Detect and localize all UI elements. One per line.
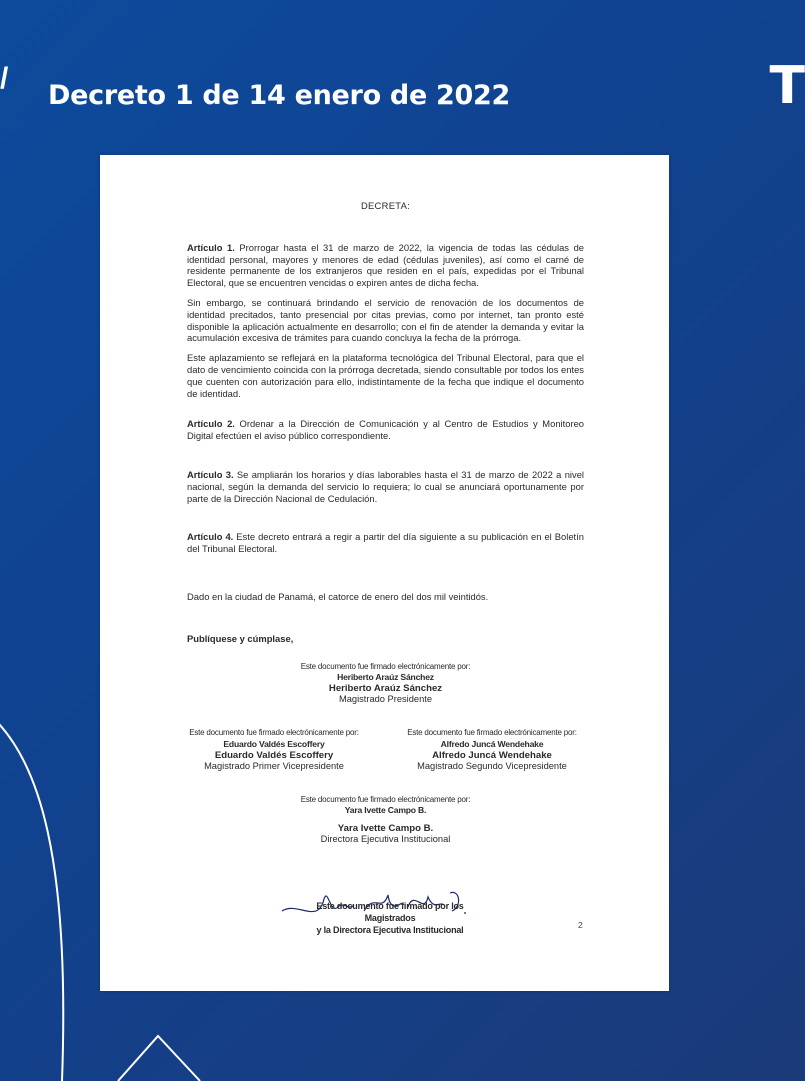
logo-fragment-left: /	[0, 62, 9, 95]
signature-role: Directora Ejecutiva Institucional	[320, 833, 451, 844]
signature-name: Eduardo Valdés Escoffery	[214, 749, 334, 761]
article-4-label: Artículo 4.	[187, 531, 234, 543]
article-4-text: Este decreto entrará a regir a partir del día siguiente a su publicación en el Boletín del Tribunal Electoral.	[187, 531, 584, 555]
signature-vp2	[397, 727, 587, 772]
signature-note: Este documento fue firmado electrónicamente por:	[189, 728, 359, 738]
article-3	[187, 469, 584, 504]
article-1-label: Artículo 1.	[187, 241, 235, 253]
paragraph-sin-embargo: Sin embargo, se continuará brindando el servicio de renovación de los documentos de identidad precitados, tanto presencial por citas previas, como por internet, tan pronto esté disponible la aplicación actualmente en desarrollo; con el fin de atender la demanda y evitar la acumulación excesiva de trámites para cuando concluya la fecha de la prórroga.	[187, 296, 584, 344]
logo-fragment-right: T	[769, 56, 805, 116]
signature-signed-name: Eduardo Valdés Escoffery	[223, 738, 325, 749]
article-3-label: Artículo 3.	[187, 468, 234, 480]
signature-name: Heriberto Araúz Sánchez	[328, 682, 443, 694]
signature-name: Yara Ivette Campo B.	[337, 822, 434, 834]
page-number: 2	[578, 920, 583, 930]
article-2-label: Artículo 2.	[187, 418, 235, 430]
article-2	[187, 418, 584, 442]
signature-role: Magistrado Presidente	[338, 694, 433, 705]
signature-name: Alfredo Juncá Wendehake	[432, 749, 552, 761]
signature-stamp	[290, 900, 490, 936]
signature-signed-name: Yara Ivette Campo B.	[344, 805, 427, 816]
signature-director	[187, 794, 584, 845]
stamp-line-2: y la Directora Ejecutiva Institucional	[316, 925, 464, 935]
paragraph-aplazamiento: Este aplazamiento se reflejará en la plataforma tecnológica del Tribunal Electoral, para que el dato de vencimiento coincida con la prórroga decretada, siendo consultable por todos los entes que cuenten con autorización para ello, indistintamente de la fecha que indique el documento de identidad.	[187, 352, 584, 399]
signature-role: Magistrado Segundo Vicepresidente	[417, 760, 567, 771]
closing-line: Publíquese y cúmplase,	[187, 632, 294, 644]
article-3-text: Se ampliarán los horarios y días laborables hasta el 31 de marzo de 2022 a nivel nacional, según la demanda del servicio lo requiera; lo cual se anunciará oportunamente por parte de la Dirección Nacional de Cedulación.	[187, 468, 584, 504]
signature-signed-name: Heriberto Araúz Sánchez	[337, 671, 434, 682]
signature-note: Este documento fue firmado electrónicamente por:	[300, 795, 471, 805]
signature-note: Este documento fue firmado electrónicamente por:	[300, 661, 471, 671]
article-4	[187, 531, 584, 555]
signature-row-vicepresidents	[179, 727, 587, 772]
article-1-text: Prorrogar hasta el 31 de marzo de 2022, la vigencia de todas las cédulas de identidad personal, mayores y menores de edad (cédulas juveniles), así como el carné de residente permanente de los extranjeros que residen en el país, expedidas por el Tribunal Electoral, que se encuentren vencidas o expiren antes de dicha fecha.	[187, 241, 585, 289]
signature-note: Este documento fue firmado electrónicamente por:	[407, 728, 577, 738]
signature-role: Magistrado Primer Vicepresidente	[204, 760, 344, 771]
signature-signed-name: Alfredo Juncá Wendehake	[440, 738, 544, 749]
decree-heading: DECRETA:	[360, 200, 411, 211]
article-2-text: Ordenar a la Dirección de Comunicación y al Centro de Estudios y Monitoreo Digital efectúen el aviso público correspondiente.	[187, 418, 584, 442]
article-1	[187, 242, 584, 289]
stamp-line-1: Este documento fue firmado por los Magistrados	[316, 901, 464, 923]
signature-vp1	[179, 727, 369, 772]
page-title: Decreto 1 de 14 enero de 2022	[48, 80, 511, 111]
document-body	[187, 200, 584, 845]
signature-president	[187, 661, 584, 706]
dado-en-line: Dado en la ciudad de Panamá, el catorce de enero del dos mil veintidós.	[187, 590, 489, 602]
document-page	[100, 155, 669, 991]
